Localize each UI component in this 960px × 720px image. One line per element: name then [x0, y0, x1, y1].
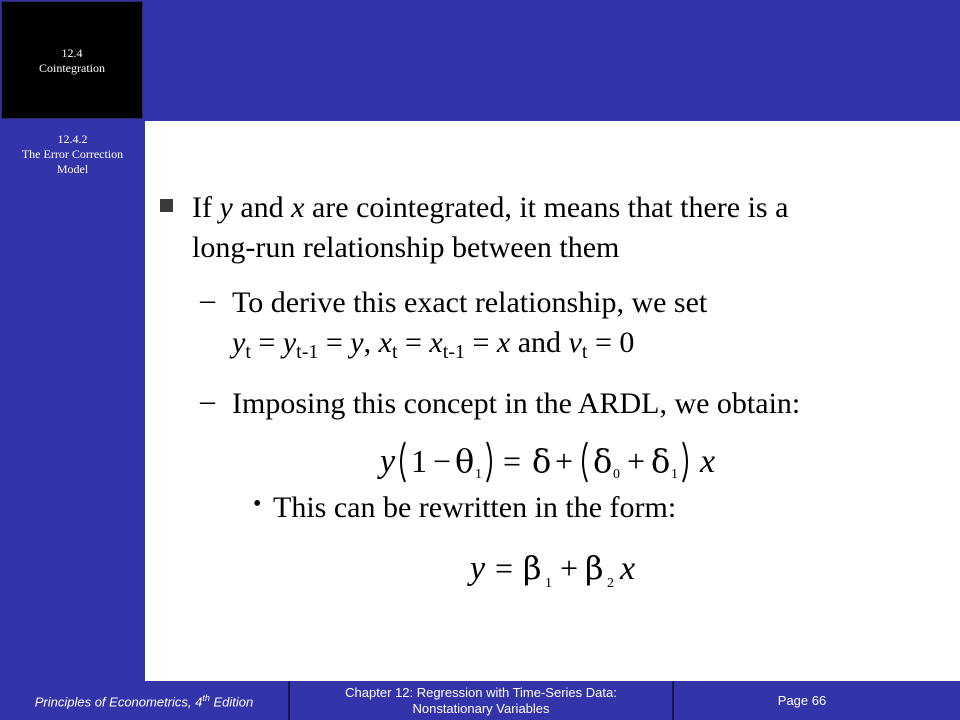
svg-text:=: =: [503, 443, 522, 479]
svg-text:θ: θ: [455, 442, 475, 480]
subsection-label: [0, 132, 145, 177]
svg-text:δ: δ: [593, 442, 613, 480]
subsection-title-line1: The Error Correction: [21, 147, 124, 161]
subsection-title-line2: Model: [56, 162, 89, 176]
equality-conditions: $y_t = y_{t-1} = y$, $x_t = x_{t-1} = x$ and $v_t = 0$: [232, 326, 635, 363]
svg-text:δ: δ: [651, 442, 671, 480]
sub-sub-bullet-rewrite: This can be rewritten in the form:: [273, 491, 677, 524]
bullet-line2: long-run relationship between them: [192, 231, 620, 264]
footer-chapter-line1: Chapter 12: Regression with Time-Series Data:: [345, 684, 617, 700]
svg-text:=: =: [495, 550, 514, 586]
svg-text:+: +: [555, 443, 574, 479]
svg-text:1: 1: [411, 443, 427, 479]
sub-bullet-derive: To derive this exact relationship, we set $y_t = y_{t-1} = y$, $x_t = x_{t-1} = x$ and $v_t = 0$: [232, 286, 708, 363]
svg-text:x: x: [620, 550, 636, 587]
svg-text:1: 1: [671, 467, 678, 482]
svg-text:β: β: [523, 549, 542, 587]
equation-regression-form: [465, 543, 655, 595]
svg-text:0: 0: [613, 467, 620, 482]
square-bullet-icon: [160, 199, 173, 212]
equation-ardl-longrun: [375, 432, 735, 488]
svg-text:1: 1: [475, 467, 482, 482]
section-number: 12.4: [61, 46, 83, 60]
section-title: Cointegration: [39, 61, 105, 75]
top-banner: [145, 0, 960, 121]
svg-text:β: β: [585, 549, 604, 587]
footer-chapter-line2: Nonstationary Variables: [412, 700, 550, 716]
dash-bullet-icon: –: [200, 283, 215, 316]
subsection-number: 12.4.2: [57, 132, 88, 146]
svg-text:+: +: [627, 443, 646, 479]
svg-text:y: y: [470, 550, 486, 587]
footer-book-title: Principles of Econometrics, 4th Edition: [0, 681, 290, 720]
svg-text:x: x: [700, 443, 716, 480]
svg-text:1: 1: [545, 576, 552, 591]
dash-bullet-icon: –: [200, 384, 215, 417]
bullet-cointegration: If y and x are cointegrated, it means that there is a long-run relationship between them: [192, 191, 789, 264]
footer-chapter: [290, 681, 674, 720]
footer-bar: [0, 681, 960, 720]
svg-text:+: +: [560, 550, 579, 586]
svg-text:δ: δ: [532, 442, 552, 480]
section-label-box: [1, 1, 143, 119]
sub-bullet-imposing: Imposing this concept in the ARDL, we obtain:: [232, 387, 801, 420]
svg-text:−: −: [433, 443, 452, 479]
svg-text:y: y: [380, 443, 396, 480]
footer-page-number: Page 66: [777, 692, 827, 708]
dot-bullet-icon: •: [253, 491, 262, 517]
svg-text:2: 2: [607, 576, 614, 591]
